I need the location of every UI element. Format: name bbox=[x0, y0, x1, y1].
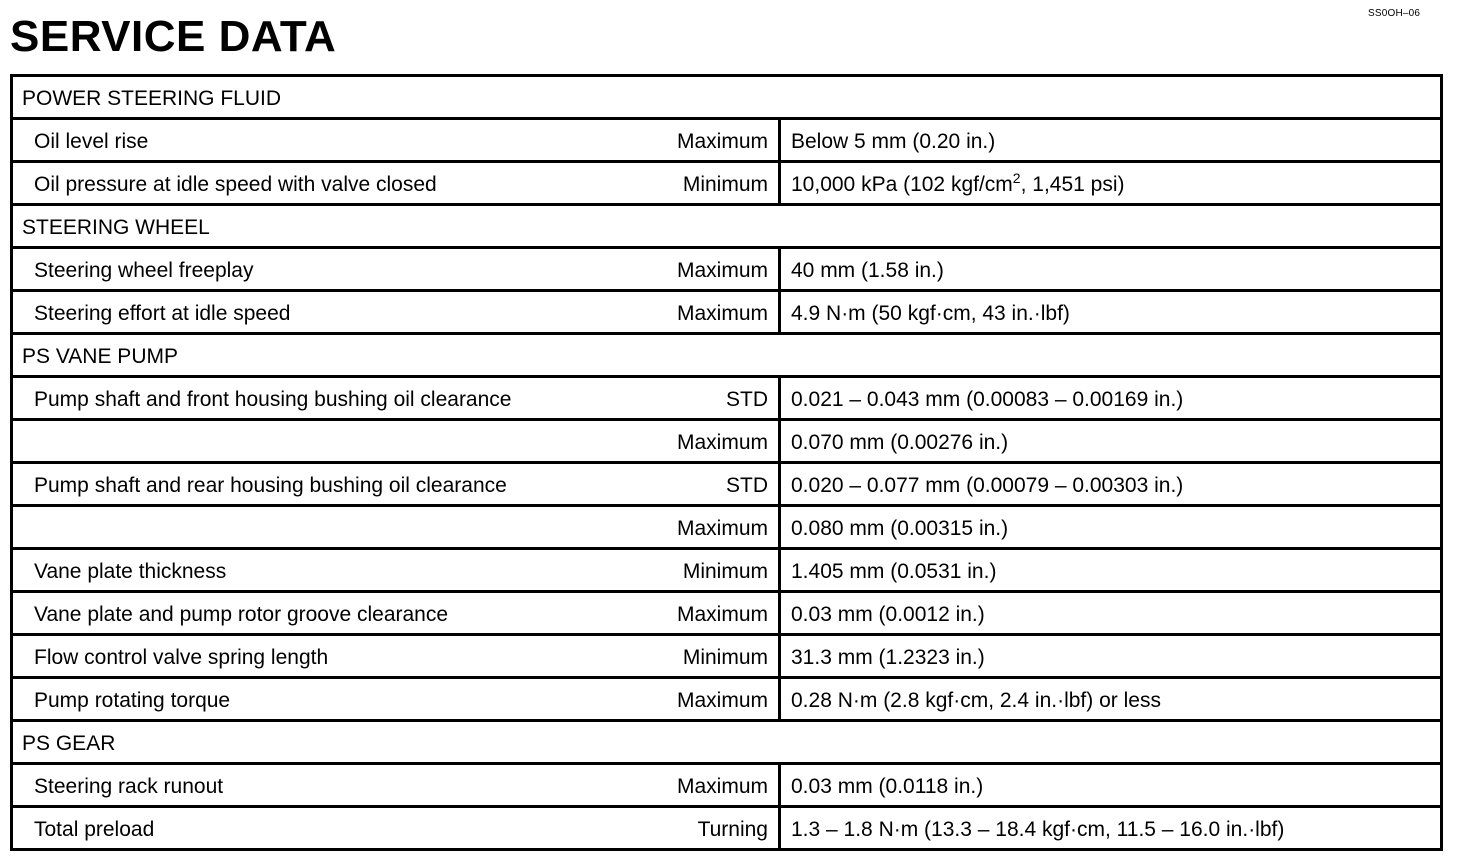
item-label bbox=[12, 420, 632, 463]
condition-label: Minimum bbox=[632, 162, 780, 205]
condition-label: Maximum bbox=[632, 420, 780, 463]
item-label: Steering wheel freeplay bbox=[12, 248, 632, 291]
table-row bbox=[12, 592, 1442, 635]
spec-value: 0.020 – 0.077 mm (0.00079 – 0.00303 in.) bbox=[780, 463, 1442, 506]
item-label: Pump rotating torque bbox=[12, 678, 632, 721]
spec-value: 1.3 – 1.8 N·m (13.3 – 18.4 kgf·cm, 11.5 – 16.0 in.·lbf) bbox=[780, 807, 1442, 850]
item-label: Vane plate thickness bbox=[12, 549, 632, 592]
service-data-table bbox=[10, 74, 1443, 851]
table-row bbox=[12, 162, 1442, 205]
section-header-row bbox=[12, 76, 1442, 119]
condition-label: Maximum bbox=[632, 248, 780, 291]
section-header-row bbox=[12, 334, 1442, 377]
table-row bbox=[12, 807, 1442, 850]
condition-label: Maximum bbox=[632, 119, 780, 162]
table-row bbox=[12, 678, 1442, 721]
condition-label: Maximum bbox=[632, 678, 780, 721]
condition-label: Maximum bbox=[632, 592, 780, 635]
table-row bbox=[12, 377, 1442, 420]
section-title: STEERING WHEEL bbox=[12, 205, 1442, 248]
table-row bbox=[12, 248, 1442, 291]
table-row bbox=[12, 506, 1442, 549]
page-code: SS0OH–06 bbox=[1368, 8, 1421, 19]
condition-label: STD bbox=[632, 377, 780, 420]
section-title: POWER STEERING FLUID bbox=[12, 76, 1442, 119]
item-label: Pump shaft and rear housing bushing oil clearance bbox=[12, 463, 632, 506]
spec-value: 0.03 mm (0.0012 in.) bbox=[780, 592, 1442, 635]
section-header-row bbox=[12, 721, 1442, 764]
spec-value: 1.405 mm (0.0531 in.) bbox=[780, 549, 1442, 592]
item-label: Steering effort at idle speed bbox=[12, 291, 632, 334]
spec-value: 31.3 mm (1.2323 in.) bbox=[780, 635, 1442, 678]
section-title: PS VANE PUMP bbox=[12, 334, 1442, 377]
spec-value-superscript: 2 bbox=[1012, 169, 1021, 186]
condition-label: Minimum bbox=[632, 635, 780, 678]
page-title: SERVICE DATA bbox=[10, 12, 337, 61]
item-label bbox=[12, 506, 632, 549]
spec-value: Below 5 mm (0.20 in.) bbox=[780, 119, 1442, 162]
condition-label: STD bbox=[632, 463, 780, 506]
item-label: Total preload bbox=[12, 807, 632, 850]
spec-value: 0.28 N·m (2.8 kgf·cm, 2.4 in.·lbf) or less bbox=[780, 678, 1442, 721]
item-label: Oil pressure at idle speed with valve closed bbox=[12, 162, 632, 205]
table-row bbox=[12, 119, 1442, 162]
table-row bbox=[12, 764, 1442, 807]
item-label: Steering rack runout bbox=[12, 764, 632, 807]
spec-value: 0.021 – 0.043 mm (0.00083 – 0.00169 in.) bbox=[780, 377, 1442, 420]
condition-label: Maximum bbox=[632, 291, 780, 334]
condition-label: Maximum bbox=[632, 764, 780, 807]
spec-value-tail: , 1,451 psi) bbox=[1020, 172, 1125, 196]
spec-value: 0.03 mm (0.0118 in.) bbox=[780, 764, 1442, 807]
item-label: Vane plate and pump rotor groove clearance bbox=[12, 592, 632, 635]
table-row bbox=[12, 635, 1442, 678]
condition-label: Maximum bbox=[632, 506, 780, 549]
spec-value: 0.080 mm (0.00315 in.) bbox=[780, 506, 1442, 549]
item-label: Flow control valve spring length bbox=[12, 635, 632, 678]
table-row bbox=[12, 420, 1442, 463]
item-label: Pump shaft and front housing bushing oil clearance bbox=[12, 377, 632, 420]
condition-label: Turning bbox=[632, 807, 780, 850]
condition-label: Minimum bbox=[632, 549, 780, 592]
spec-value: 4.9 N·m (50 kgf·cm, 43 in.·lbf) bbox=[780, 291, 1442, 334]
spec-value-main: 10,000 kPa (102 kgf/cm bbox=[791, 172, 1013, 196]
table-row bbox=[12, 463, 1442, 506]
section-header-row bbox=[12, 205, 1442, 248]
item-label: Oil level rise bbox=[12, 119, 632, 162]
spec-value: 40 mm (1.58 in.) bbox=[780, 248, 1442, 291]
table-row bbox=[12, 291, 1442, 334]
spec-value bbox=[780, 162, 1442, 205]
table-row bbox=[12, 549, 1442, 592]
section-title: PS GEAR bbox=[12, 721, 1442, 764]
spec-value: 0.070 mm (0.00276 in.) bbox=[780, 420, 1442, 463]
